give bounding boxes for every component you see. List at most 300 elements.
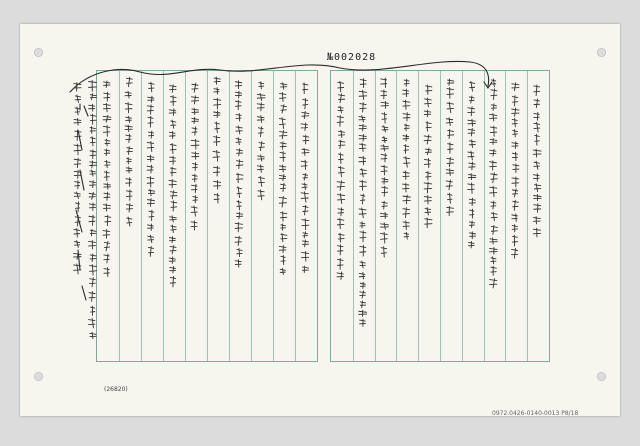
handwritten-character [468, 119, 476, 126]
handwritten-character [89, 192, 95, 199]
handwritten-character [280, 151, 285, 161]
handwritten-character [301, 192, 308, 202]
handwritten-character [235, 81, 241, 89]
handwritten-character [127, 157, 131, 163]
handwritten-character [74, 144, 81, 155]
handwritten-character [191, 221, 197, 230]
handwritten-character [382, 113, 387, 124]
handwritten-character [170, 156, 176, 164]
handwritten-character [361, 194, 365, 204]
handwritten-character [490, 238, 497, 244]
handwritten-character [257, 165, 263, 172]
handwritten-character [303, 135, 309, 144]
handwritten-character [338, 166, 344, 176]
handwritten-character [170, 167, 176, 176]
handwritten-character [513, 200, 518, 210]
handwritten-character [103, 103, 110, 111]
handwritten-character [237, 187, 242, 198]
handwritten-character [426, 85, 432, 94]
handwritten-character [147, 141, 153, 151]
handwritten-character [490, 161, 497, 170]
handwritten-character [75, 95, 80, 102]
handwritten-character [469, 198, 475, 206]
handwritten-character [126, 77, 132, 87]
handwritten-character [338, 208, 344, 216]
handwritten-character [147, 155, 154, 161]
handwritten-character [192, 174, 197, 182]
handwritten-character [126, 190, 132, 201]
handwritten-character [533, 174, 539, 181]
handwritten-character [169, 131, 175, 138]
handwritten-character [90, 94, 96, 100]
handwritten-character [381, 165, 387, 175]
handwritten-character [490, 138, 497, 144]
handwritten-character [125, 91, 131, 98]
handwritten-character [170, 276, 175, 286]
handwritten-character [280, 131, 287, 139]
handwritten-character [214, 193, 219, 202]
handwritten-character [468, 174, 475, 180]
handwritten-character [279, 118, 285, 129]
handwritten-character [534, 85, 540, 96]
handwritten-character [446, 118, 452, 126]
handwritten-character [169, 257, 175, 263]
handwritten-character [279, 245, 286, 252]
handwritten-character [104, 183, 111, 189]
handwritten-character [512, 189, 517, 197]
handwritten-character [360, 222, 365, 228]
handwritten-character [447, 206, 454, 215]
handwritten-character [404, 79, 409, 86]
handwritten-character [257, 116, 264, 123]
handwritten-character [259, 82, 264, 89]
handwritten-character [425, 208, 431, 216]
handwritten-character [126, 134, 131, 142]
handwritten-character [89, 292, 95, 302]
handwritten-character [191, 206, 197, 216]
handwritten-character [280, 212, 286, 221]
handwritten-character [148, 131, 153, 138]
handwritten-character [75, 241, 80, 248]
handwritten-character [470, 209, 474, 218]
handwritten-character [404, 232, 408, 239]
handwritten-character [237, 160, 243, 169]
handwritten-character [403, 195, 410, 204]
handwritten-character [446, 169, 453, 176]
handwritten-character [171, 201, 177, 211]
handwritten-character [339, 94, 345, 103]
handwritten-character [104, 241, 109, 250]
handwritten-character [281, 233, 287, 242]
handwritten-character [424, 158, 430, 167]
handwritten-character [74, 228, 80, 237]
handwritten-character [214, 77, 220, 84]
handwritten-character [404, 145, 409, 154]
handwritten-character [302, 111, 309, 118]
handwritten-character [89, 80, 97, 91]
handwritten-character [235, 91, 241, 98]
handwritten-character [170, 85, 176, 93]
handwritten-character [237, 200, 241, 209]
handwritten-character [302, 251, 309, 261]
handwritten-character [381, 78, 387, 88]
handwritten-character [513, 164, 519, 173]
handwritten-character [259, 142, 264, 151]
handwritten-character [382, 178, 388, 184]
handwritten-character [426, 171, 431, 179]
handwritten-character [404, 157, 410, 168]
handwritten-character [512, 214, 517, 222]
handwritten-character [237, 212, 243, 219]
handwritten-character [534, 204, 541, 213]
handwritten-character [280, 183, 285, 191]
handwritten-character [338, 106, 343, 113]
handwritten-character [491, 257, 496, 264]
handwritten-character [257, 93, 265, 100]
handwritten-character [360, 245, 366, 256]
handwritten-character [338, 233, 344, 242]
handwritten-character [280, 268, 285, 274]
handwritten-character [448, 129, 454, 138]
handwritten-character [147, 199, 154, 207]
handwritten-character [148, 96, 154, 102]
handwritten-character [90, 306, 94, 315]
handwritten-character [381, 153, 387, 161]
handwritten-character [236, 113, 241, 121]
handwritten-character [512, 177, 519, 187]
handwritten-character [512, 108, 519, 116]
handwritten-character [127, 147, 133, 155]
handwritten-character [258, 127, 263, 137]
handwritten-character [403, 208, 410, 218]
handwritten-character [90, 137, 95, 146]
handwritten-character [359, 116, 365, 122]
handwritten-character [192, 108, 199, 115]
handwritten-character [281, 105, 287, 113]
handwritten-character [339, 140, 345, 148]
handwritten-character [89, 319, 95, 328]
handwritten-character [303, 205, 308, 215]
handwritten-character [469, 162, 475, 170]
handwritten-character [193, 196, 198, 203]
handwritten-character [533, 149, 541, 157]
handwritten-character [360, 319, 366, 326]
handwritten-character [491, 173, 497, 183]
handwritten-character [236, 173, 243, 183]
handwritten-character [75, 181, 80, 189]
handwritten-character [381, 101, 388, 108]
handwritten-character [126, 167, 132, 173]
handwritten-character [89, 215, 95, 225]
handwritten-character [171, 120, 176, 128]
handwritten-character [103, 125, 109, 136]
handwritten-character [491, 89, 497, 100]
handwritten-character [359, 310, 367, 316]
handwritten-character [191, 184, 197, 193]
handwritten-character [214, 98, 221, 109]
handwritten-character [214, 88, 219, 94]
handwritten-character [213, 150, 220, 161]
handwritten-character [103, 115, 111, 122]
handwritten-character [360, 79, 366, 88]
handwritten-character [303, 240, 309, 247]
handwritten-character [301, 123, 307, 131]
handwritten-character [424, 196, 431, 204]
handwritten-character [469, 221, 474, 228]
handwritten-character [512, 248, 518, 258]
handwritten-character [382, 126, 388, 132]
handwritten-character [490, 279, 497, 288]
handwritten-character [235, 222, 242, 231]
handwritten-character [103, 230, 110, 239]
handwritten-character [446, 180, 452, 190]
handwritten-character [148, 189, 154, 196]
handwritten-character [90, 278, 96, 287]
handwritten-character [214, 111, 220, 118]
handwritten-character [403, 183, 409, 192]
handwritten-character [359, 272, 365, 279]
handwritten-character [381, 212, 388, 218]
handwritten-character [359, 124, 366, 131]
archive-stamp: 0972.0426-0140-0013 P8/18 [492, 410, 579, 417]
handwritten-character [104, 268, 109, 277]
handwritten-character [90, 127, 95, 134]
handwritten-character [235, 100, 241, 109]
handwritten-character [534, 161, 540, 169]
handwritten-character [512, 96, 517, 106]
handwritten-character [75, 107, 79, 115]
handwritten-character [89, 104, 95, 111]
handwritten-character [280, 142, 286, 149]
handwritten-character [147, 177, 154, 188]
handwritten-character [127, 217, 132, 226]
handwritten-character [359, 143, 365, 151]
handwritten-character [381, 232, 388, 243]
handwritten-character [534, 122, 540, 132]
handwritten-character [337, 181, 344, 191]
handwritten-character [104, 192, 110, 200]
handwritten-character [147, 105, 153, 114]
handwritten-character [468, 128, 475, 136]
handwritten-character [491, 201, 496, 209]
handwritten-character [360, 231, 366, 242]
handwritten-character [302, 219, 309, 230]
handwritten-character [74, 118, 81, 125]
handwritten-character [258, 190, 264, 200]
handwritten-character [469, 140, 475, 148]
handwritten-character [104, 92, 110, 101]
handwritten-character [149, 82, 154, 92]
handwritten-character [468, 107, 475, 116]
handwritten-character [360, 261, 365, 268]
handwritten-character [192, 152, 199, 160]
handwritten-character [360, 180, 367, 190]
handwritten-character [534, 184, 540, 192]
handwritten-character [381, 247, 387, 257]
handwritten-character [237, 248, 242, 256]
handwritten-character [534, 112, 539, 120]
handwritten-character [281, 224, 286, 231]
handwritten-character [303, 83, 308, 94]
handwritten-character [338, 81, 344, 91]
handwritten-character [302, 148, 309, 155]
handwritten-character [148, 116, 153, 127]
handwritten-character [148, 235, 154, 242]
handwritten-character [281, 83, 287, 89]
handwritten-character [533, 217, 540, 224]
handwritten-character [490, 186, 497, 197]
handwritten-character [403, 135, 409, 141]
handwritten-character [382, 186, 388, 196]
handwritten-character [491, 212, 497, 221]
handwritten-character [447, 102, 454, 113]
handwritten-character [89, 203, 95, 210]
handwritten-character [90, 181, 96, 188]
handwritten-character [490, 126, 496, 136]
handwritten-character [237, 149, 243, 156]
handwritten-character [425, 148, 431, 155]
handwritten-character [235, 236, 241, 245]
handwritten-character [491, 225, 497, 234]
handwritten-character [90, 265, 97, 276]
handwritten-character [512, 225, 517, 232]
handwritten-character [337, 194, 344, 204]
handwritten-character [104, 171, 109, 181]
handwritten-character [447, 157, 453, 166]
handwritten-character [470, 232, 476, 239]
handwritten-character [192, 117, 199, 123]
handwritten-character [90, 332, 96, 338]
handwritten-character [360, 301, 365, 308]
handwritten-character [90, 161, 97, 168]
handwritten-character [215, 122, 220, 133]
handwritten-character [426, 122, 431, 132]
connector-arrow [70, 61, 489, 92]
handwritten-character [192, 83, 198, 92]
handwritten-character [279, 165, 285, 172]
handwritten-character [147, 224, 153, 230]
handwritten-character [359, 90, 367, 99]
handwritten-character [170, 245, 176, 253]
handwritten-character [382, 201, 387, 209]
handwritten-character [512, 118, 517, 126]
handwritten-character [126, 178, 131, 187]
handwritten-character [468, 183, 474, 193]
handwritten-character [89, 240, 96, 248]
handwritten-character [403, 171, 409, 179]
handwritten-character [192, 127, 197, 135]
handwritten-character [448, 143, 453, 154]
handwritten-character [74, 158, 80, 167]
handwritten-character [359, 208, 366, 218]
handwritten-character [105, 149, 110, 156]
handwritten-character [125, 103, 132, 113]
handwritten-character [469, 241, 475, 247]
handwritten-character [280, 92, 286, 101]
handwritten-character [359, 156, 366, 164]
handwritten-character [381, 223, 389, 229]
handwritten-character [235, 260, 241, 267]
handwritten-character [170, 191, 177, 199]
handwritten-character [105, 139, 110, 146]
handwritten-character [147, 165, 153, 173]
handwritten-character [257, 103, 264, 111]
handwritten-character [381, 145, 388, 151]
handwritten-character [490, 149, 496, 156]
handwritten-character [303, 173, 308, 180]
handwritten-character [281, 255, 285, 264]
handwritten-character [535, 134, 540, 145]
handwritten-character [337, 116, 343, 127]
handwritten-character [74, 252, 82, 259]
handwritten-character [258, 155, 264, 161]
handwritten-character [424, 182, 432, 193]
handwritten-character [214, 180, 221, 189]
handwritten-character [513, 130, 518, 137]
handwritten-character [534, 99, 539, 108]
handwritten-character [126, 204, 132, 212]
handwritten-character [424, 135, 431, 144]
handwritten-character [301, 160, 307, 169]
handwritten-character [447, 193, 452, 203]
handwritten-character [424, 98, 431, 107]
handwritten-character [468, 151, 474, 160]
handwritten-character [303, 98, 308, 108]
handwritten-character [404, 124, 409, 131]
handwritten-character [90, 114, 96, 124]
handwritten-character [490, 247, 498, 254]
handwritten-character [533, 228, 540, 237]
handwritten-character [338, 153, 343, 164]
handwritten-character [170, 266, 176, 273]
handwritten-character [169, 237, 175, 243]
handwritten-character [534, 195, 541, 201]
handwritten-character [236, 138, 241, 145]
handwritten-character [403, 89, 409, 97]
handwritten-character [337, 272, 343, 280]
handwritten-character [360, 103, 366, 113]
handwritten-character [403, 100, 410, 109]
handwritten-character [381, 90, 387, 99]
handwritten-character [149, 210, 154, 220]
serial-number: №002028 [327, 52, 377, 63]
handwritten-character [447, 88, 454, 99]
handwritten-character [337, 245, 342, 255]
handwritten-character [302, 266, 308, 272]
handwritten-character [359, 134, 366, 141]
handwritten-character [213, 166, 219, 176]
handwritten-character [303, 232, 308, 238]
handwritten-character [74, 192, 80, 199]
handwritten-character [382, 137, 387, 143]
handwritten-character [279, 196, 286, 207]
handwritten-character [103, 81, 109, 88]
handwritten-character [90, 254, 96, 262]
handwritten-character [170, 143, 176, 153]
left-footer-label: (26820) [104, 386, 128, 393]
handwritten-character [191, 96, 198, 104]
handwritten-character [337, 258, 343, 269]
handwritten-character [512, 83, 519, 91]
handwritten-character [425, 218, 432, 228]
handwritten-character [90, 170, 95, 176]
handwritten-character [424, 110, 430, 117]
handwritten-character [170, 96, 176, 106]
handwritten-character [360, 282, 365, 288]
handwritten-character [403, 221, 409, 230]
handwritten-character [360, 169, 366, 177]
handwritten-character [236, 126, 242, 134]
